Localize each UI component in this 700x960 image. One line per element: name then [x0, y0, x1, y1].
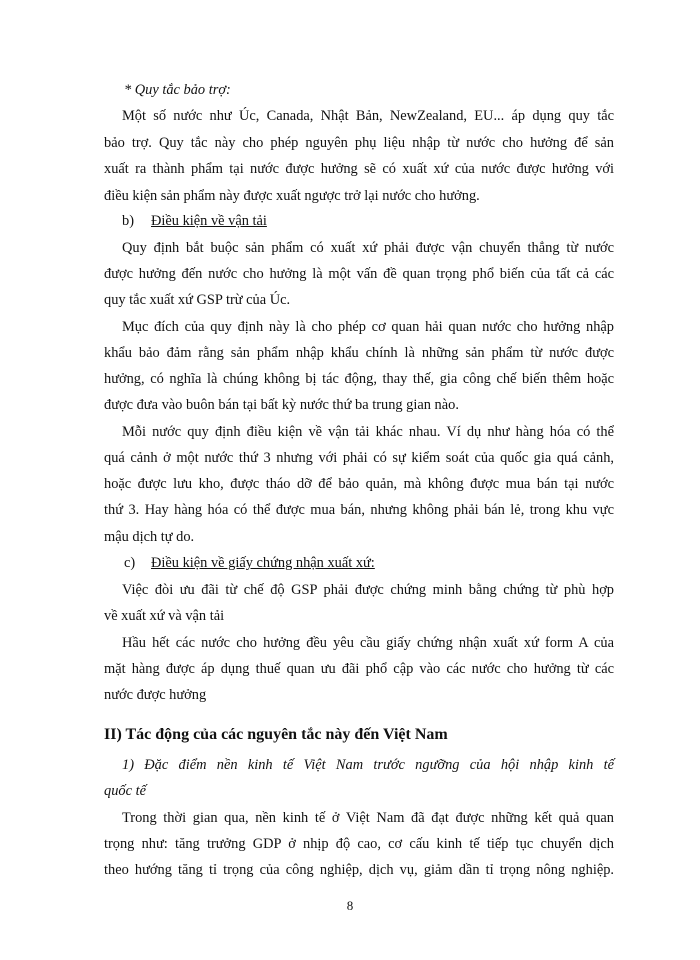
- paragraph-line: thứ 3. Hay hàng hóa có thể được mua bán, nhưng không phải bán lẻ, trong khu vực: [104, 502, 614, 518]
- subheading-protection-rule: * Quy tắc bảo trợ:: [124, 82, 231, 98]
- list-marker-c: c): [124, 555, 136, 571]
- paragraph-line: hoặc được lưu kho, được tháo dỡ để bảo quản, mà không được mua bán tại nước: [104, 476, 614, 492]
- paragraph-line: bảo trợ. Quy tắc này cho phép nguyên phụ liệu nhập từ nước cho hưởng để sản: [104, 135, 614, 151]
- paragraph-line: được đưa vào buôn bán tại bất kỳ nước thứ ba trung gian nào.: [104, 397, 459, 413]
- paragraph-line: mậu dịch tự do.: [104, 529, 195, 545]
- paragraph-line: nước được hưởng: [104, 687, 207, 703]
- section-heading: II) Tác động của các nguyên tắc này đến Việt Nam: [104, 726, 448, 743]
- subheading-transport-condition: Điều kiện về vận tải: [151, 213, 267, 229]
- paragraph-line: quy tắc xuất xứ GSP trừ của Úc.: [104, 292, 291, 308]
- paragraph-line: về xuất xứ và vận tải: [104, 608, 225, 624]
- subsection-heading: 1) Đặc điểm nền kinh tế Việt Nam trước ngưỡng của hội nhập kinh tế: [122, 757, 614, 773]
- paragraph-line: Mỗi nước quy định điều kiện về vận tải khác nhau. Ví dụ như hàng hóa có thể: [122, 424, 614, 440]
- subheading-certificate-condition: Điều kiện về giấy chứng nhận xuất xứ:: [151, 555, 375, 571]
- paragraph-line: khẩu bảo đảm rằng sản phẩm nhập khẩu chính là những sản phẩm từ nước được: [104, 345, 614, 361]
- paragraph-line: Mục đích của quy định này là cho phép cơ quan hải quan nước cho hưởng nhập: [122, 319, 614, 335]
- paragraph-line: Hầu hết các nước cho hưởng đều yêu cầu giấy chứng nhận xuất xứ form A của: [122, 635, 614, 651]
- paragraph-line: Việc đòi ưu đãi từ chế độ GSP phải được chứng minh bằng chứng từ phù hợp: [122, 582, 614, 598]
- paragraph-line: quá cảnh ở một nước thứ 3 nhưng với phải có sự kiểm soát của quốc gia quá cảnh,: [104, 450, 614, 466]
- paragraph-line: Một số nước như Úc, Canada, Nhật Bản, NewZealand, EU... áp dụng quy tắc: [122, 108, 614, 124]
- list-marker-b: b): [122, 213, 134, 229]
- paragraph-line: điều kiện sản phẩm này được xuất ngược trở lại nước cho hưởng.: [104, 188, 480, 204]
- paragraph-line: mặt hàng được áp dụng thuế quan ưu đãi phổ cập vào các nước cho hưởng từ các: [104, 661, 614, 677]
- paragraph-line: được hưởng đến nước cho hưởng là một vấn đề quan trọng phổ biến của tất cả các: [104, 266, 614, 282]
- subsection-heading-continued: quốc tế: [104, 783, 146, 799]
- paragraph-line: trọng như: tăng trưởng GDP ở nhịp độ cao, cơ cấu kinh tế tiếp tục chuyển dịch: [104, 836, 614, 852]
- paragraph-line: hưởng, có nghĩa là chúng không bị tác động, thay thế, gia công chế biến thêm hoặc: [104, 371, 614, 387]
- paragraph-line: xuất ra thành phẩm tại nước được hưởng sẽ có xuất xứ của nước được hưởng với: [104, 161, 614, 177]
- paragraph-line: Trong thời gian qua, nền kinh tế ở Việt Nam đã đạt được những kết quả quan: [122, 810, 614, 826]
- page-number: 8: [346, 898, 354, 913]
- paragraph-line: theo hướng tăng tỉ trọng của công nghiệp, dịch vụ, giảm dần tỉ trọng nông nghiệp.: [104, 862, 614, 878]
- paragraph-line: Quy định bắt buộc sản phẩm có xuất xứ phải được vận chuyển thẳng từ nước: [122, 240, 614, 256]
